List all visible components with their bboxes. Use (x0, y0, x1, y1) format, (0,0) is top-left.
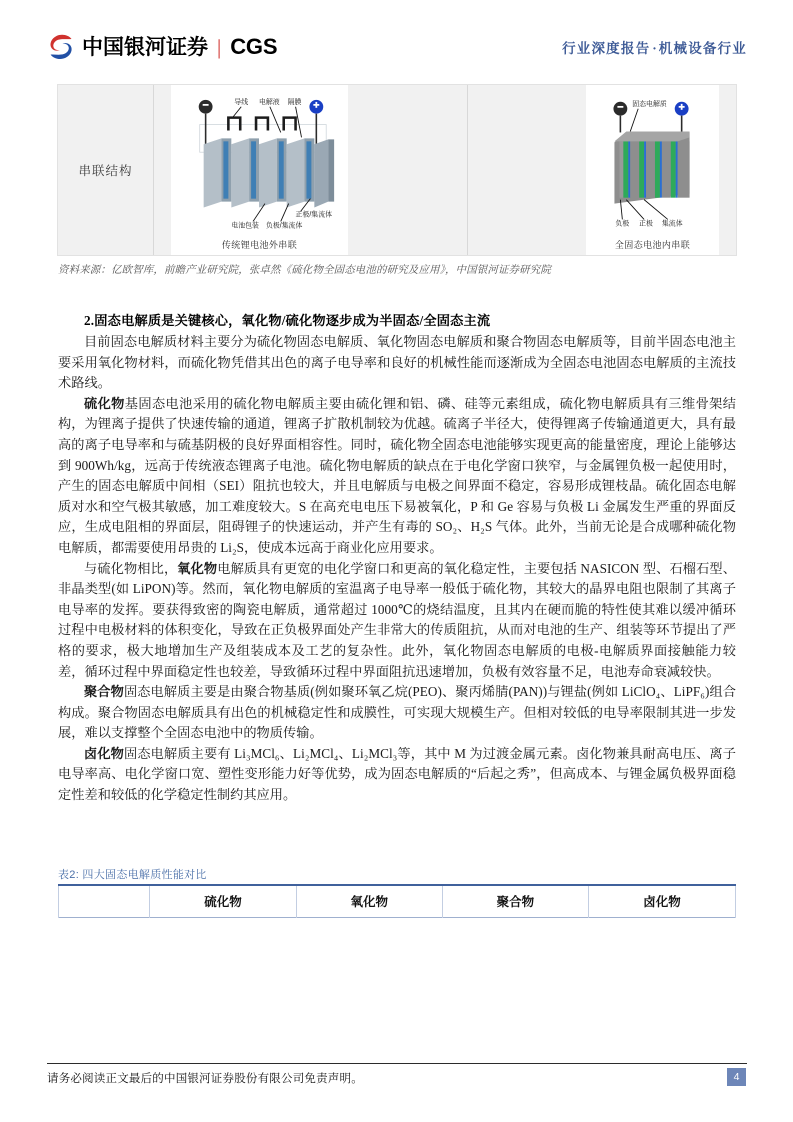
figure-panel-conventional (171, 85, 348, 255)
table-header-cell-halide: 卤化物 (589, 885, 736, 918)
comparison-table (58, 884, 736, 918)
page-header (47, 24, 747, 70)
paragraph-polymer-lead: 聚合物 (84, 684, 124, 700)
paragraph-oxide-text: 电解质具有更宽的电化学窗口和更高的氧化稳定性，主要包括 NASICON 型、石榴石型、非晶类型(如 LiPON)等。然而，氧化物电解质的室温离子电导率一般低于硫化物，其较大的晶界电阻也限制了其离子电导率的发挥。要获得致密的陶瓷电解质，通常超过 1000℃的烧结温度，且其内在硬而脆的特性使其难以缓冲循环过程中电极材料的体积变化，导致在正负极界面处产生非常大的传质阻抗，从而对电池的生产、组装等环节提出了严格的要求，极大地增加生产及组装成本及工艺的复杂性。此外，氧化物固态电解质的电极-电解质界面接触能力较差，循环过程中界面稳定性也较差，导致循环过程中界面阻抗迅速增加，负极有效容量不足，电池寿命衰减较快。 (58, 560, 736, 679)
figure-panel-allsolid (586, 85, 719, 255)
svg-text:电池包装: 电池包装 (231, 222, 259, 230)
table-header-cell-0 (59, 885, 150, 918)
paragraph-oxide-lead: 氧化物 (177, 560, 218, 576)
svg-text:正极/集流体: 正极/集流体 (295, 211, 333, 219)
svg-text:集流体: 集流体 (661, 220, 683, 228)
svg-text:隔膜: 隔膜 (287, 98, 302, 106)
figure-gap-left (154, 85, 171, 255)
footer-disclaimer: 请务必阅读正文最后的中国银河证券股份有限公司免责声明。 (47, 1073, 363, 1085)
figure-spacer-mid (348, 85, 467, 255)
svg-text:固态电解质: 固态电解质 (632, 100, 667, 108)
paragraph-overview-text: 目前固态电解质材料主要分为硫化物固态电解质、氧化物固态电解质和聚合物固态电解质等，目前半固态电池主要采用氧化物材料，而硫化物凭借其出色的离子电导率和良好的机械性能而逐渐成为全固态电池固态电解质的主流技术路线。 (58, 334, 736, 391)
figure-spacer-mid2 (468, 85, 587, 255)
header-separator-dot: · (652, 41, 657, 56)
paragraph-polymer-text: 固态电解质主要是由聚合物基质(例如聚环氧乙烷(PEO)、聚丙烯腈(PAN))与锂盐(例如 LiClO₄、LiPF₆)组合构成。聚合物固态电解质具有出色的机械稳定性和成膜性，可实现大规模生产。但相对较低的电导率限制其进一步发展，难以支撑整个全固态电池中的物质传输。 (58, 684, 736, 741)
header-report-type: 行业深度报告 (562, 41, 651, 56)
galaxy-swirl-logo-icon (47, 33, 75, 61)
paragraph-halide-text: 固态电解质主要有 Li₃MCl₆、Li₂MCl₄、Li₂MCl₃等，其中 M 为过渡金属元素。卤化物兼具耐高电压、离子电导率高、电化学窗口宽、塑性变形能力好等优势，成为固态电解质的“后起之秀”，但高成本、与锂金属负极界面稳定性差和较低的化学稳定性制约其应用。 (58, 745, 736, 803)
paragraph-halide-lead: 卤化物 (84, 745, 125, 761)
paragraph-overview (58, 332, 736, 394)
figure-caption-left: 传统锂电池外串联 (221, 240, 298, 250)
paragraph-halide (58, 744, 736, 806)
paragraph-oxide (58, 559, 736, 683)
figure-container (57, 84, 737, 256)
header-industry: 机械设备行业 (658, 41, 747, 56)
svg-text:电解液: 电解液 (259, 98, 280, 106)
paragraph-sulfide-text: 基固态电池采用的硫化物电解质主要由硫化锂和铝、磷、硅等元素组成，硫化物电解质具有三维骨架结构，为锂离子提供了快速传输的通道，锂离子扩散机制较为优越。硫离子半径大，使得锂离子传输通道更大，具有最高的离子电导率和与硫基阴极的良好界面相容性。同时，硫化物全固态电池能够实现更高的能量密度，理论上能够达到 900Wh/kg，远高于传统液态锂离子电池。硫化物电解质的缺点在于电化学窗口狭窄，与金属锂负极一起使用时，产生的固态电解质中间相（SEI）阻抗也较大，并且电解质与电极之间界面不稳定，容易形成锂枝晶。硫化固态电解质对水和空气极其敏感，加工难度较大。S 在高充电电压下易被氧化，P 和 Ge 容易与负极 Li 金属发生严重的界面反应，生成电阻相的界面层，阻碍锂子的快速运动，并产生有毒的 SO₂、H₂S 气体。此外，当前无论是合成哪种硫化物电解质，都需要使用昂贵的 Li₂S，使成本远高于商业化应用要求。 (58, 395, 736, 555)
svg-text:正极: 正极 (639, 220, 653, 228)
table-header-cell-oxide: 氧化物 (296, 885, 442, 918)
paragraph-polymer (58, 682, 736, 744)
paragraph-sulfide (58, 394, 736, 559)
brand-separator: | (217, 34, 222, 59)
table-title: 表2: 四大固态电解质性能对比 (58, 869, 207, 881)
paragraph-oxide-pre: 与硫化物相比， (84, 560, 178, 576)
section-heading: 2.固态电解质是关键核心，氧化物/硫化物逐步成为半固态/全固态主流 (84, 313, 491, 328)
figure-gap-right (719, 85, 736, 255)
svg-text:导线: 导线 (234, 98, 249, 106)
table-header-cell-sulfide: 硫化物 (150, 885, 296, 918)
figure-caption-right: 全固态电池内串联 (614, 240, 691, 250)
table-header-row (59, 885, 736, 918)
footer-divider (47, 1063, 747, 1064)
table-header-cell-polymer: 聚合物 (442, 885, 588, 918)
article-body (58, 310, 736, 806)
brand-block (47, 33, 277, 61)
figure-source: 资料来源：亿欧智库，前瞻产业研究院，张卓然《硫化物全固态电池的研究及应用》，中国银河证券研究院 (58, 265, 551, 276)
page-number-badge: 4 (727, 1068, 746, 1086)
figure-row-label: 串联结构 (58, 85, 154, 255)
svg-text:负极/集流体: 负极/集流体 (265, 222, 303, 230)
header-report-category (562, 37, 747, 57)
paragraph-sulfide-lead: 硫化物 (84, 395, 125, 411)
svg-text:负极: 负极 (615, 220, 630, 228)
brand-name-en: CGS (230, 34, 278, 59)
brand-name-cn: 中国银河证券 (82, 35, 208, 59)
